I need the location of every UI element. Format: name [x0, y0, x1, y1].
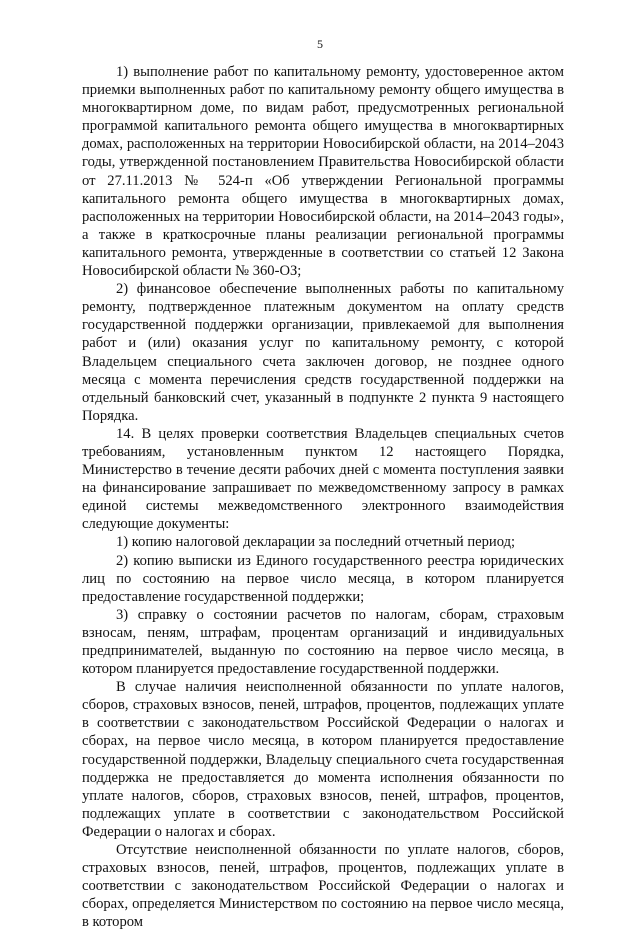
paragraph-absence-of-obligation: Отсутствие неисполненной обязанности по уплате налогов, сборов, страховых взносов, пеней, штрафов, процентов, подлежащих уплате в соответствии с законодательством Российской Федерации о налогах и сборах, определяется Министерством по состоянию на первое число месяца, в котором	[82, 842, 564, 931]
page-number: 5	[317, 37, 323, 51]
paragraph-unpaid-obligation: В случае наличия неисполненной обязанности по уплате налогов, сборов, страховых взносов, пеней, штрафов, процентов, подлежащих уплате в соответствии с законодательством Российской Федерации о налогах и сборах, на первое число месяца, в котором планируется предоставление государственной поддержки, Владельцу специального счета государственная поддержка не предоставляется до момента исполнения обязанности по уплате налогов, сборов, страховых взносов, пеней, штрафов, процентов, подлежащих уплате в соответствии с законодательством Российской Федерации о налогах и сборах.	[82, 679, 564, 840]
paragraph-doc-2-registry-extract: 2) копию выписки из Единого государственного реестра юридических лиц по состоянию на первое число месяца, в котором планируется предоставление государственной поддержки;	[82, 552, 564, 605]
paragraph-item-1-work-completion: 1) выполнение работ по капитальному ремонту, удостоверенное актом приемки выполненных работ по капитальному ремонту общего имущества в многоквартирном доме, по видам работ, предусмотренных региональной программой капитального ремонта общего имущества в многоквартирных домах, расположенных на территории Новосибирской области, на 2014–2043 годы, утвержденной постановлением Правительства Новосибирской области от 27.11.2013 № 524-п «Об утверждении Региональной программы капитального ремонта общего имущества в многоквартирных домах, расположенных на территории Новосибирской области, на 2014–2043 годы», а также в краткосрочные планы реализации региональной программы капитального ремонта, утвержденные в соответствии со статьей 12 Закона Новосибирской области № 360-ОЗ;	[82, 64, 564, 280]
document-body	[82, 63, 564, 932]
paragraph-doc-3-tax-certificate: 3) справку о состоянии расчетов по налогам, сборам, страховым взносам, пеням, штрафам, процентам организаций и индивидуальных предпринимателей, выданную по состоянию на первое число месяца, в котором планируется предоставление государственной поддержки.	[82, 606, 564, 678]
paragraph-item-2-financial-support: 2) финансовое обеспечение выполненных работы по капитальному ремонту, подтвержденное платежным документом на оплату средств государственной поддержки организации, привлекаемой для выполнения работ и (или) оказания услуг по капитальному ремонту, с которой Владельцем специального счета заключен договор, не позднее одного месяца с момента перечисления средств государственной поддержки на отдельный банковский счет, указанный в подпункте 2 пункта 9 настоящего Порядка.	[82, 281, 564, 424]
paragraph-clause-14: 14. В целях проверки соответствия Владельцев специальных счетов требованиям, установленным пунктом 12 настоящего Порядка, Министерство в течение десяти рабочих дней с момента поступления заявки на финансирование запрашивает по межведомственному запросу в рамках единой системы межведомственного электронного взаимодействия следующие документы:	[82, 425, 564, 533]
paragraph-doc-1-tax-declaration: 1) копию налоговой декларации за последний отчетный период;	[116, 534, 516, 551]
